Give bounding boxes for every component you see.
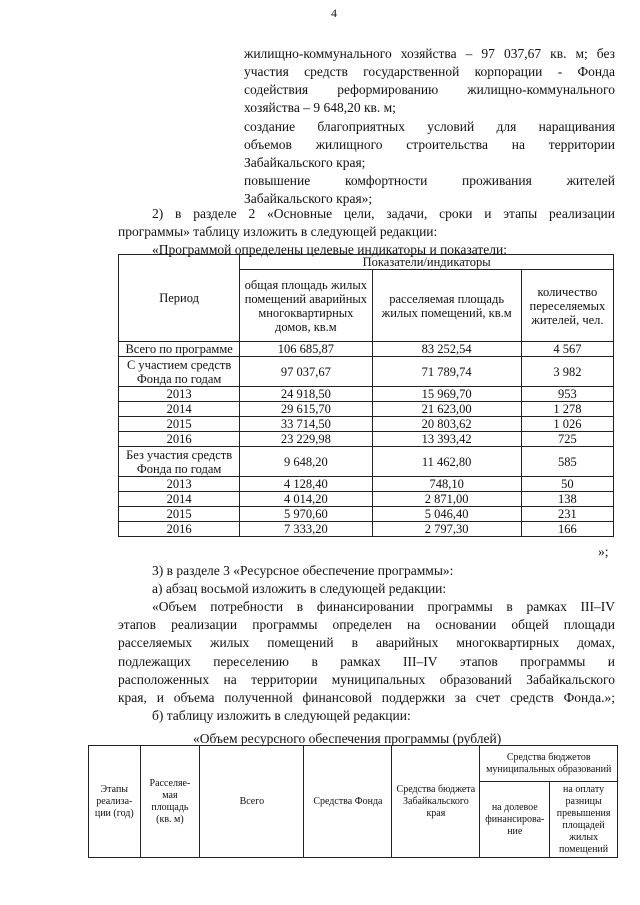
text-line: объемов жилищного строительства на территории [244, 137, 615, 152]
text-line: программы» таблицу изложить в следующей редакции: [118, 224, 438, 239]
resource-table [88, 745, 618, 858]
text-line: б) таблицу изложить в следующей редакции: [152, 708, 411, 723]
text-line: создание благоприятных условий для наращивания [244, 119, 615, 134]
table-row: 2015 5 970,60 5 046,40 231 [119, 507, 614, 522]
header-residents: количество переселяемых жителей, чел. [521, 270, 613, 342]
table-row: 2016 23 229,98 13 393,42 725 [119, 432, 614, 447]
header-total-area: общая площадь жилых помещений аварийных многоквартирных домов, кв.м [240, 270, 372, 342]
table-row: 2014 29 615,70 21 623,00 1 278 [119, 402, 614, 417]
header-stage: Этапы реализа-ции (год) [89, 746, 141, 858]
text-line: этапов реализации программы определен на основании общей площади [118, 617, 615, 632]
text-line: 3) в разделе 3 «Ресурсное обеспечение программы»: [152, 563, 454, 578]
text-line: содействия реформированию жилищно-коммунального [244, 82, 615, 97]
text-line: «Объем потребности в финансировании программы в рамках III–IV [152, 599, 615, 614]
text-line: края, и объема полученной финансовой поддержки за счет средств Фонда.»; [118, 690, 615, 705]
table-row: Всего по программе 106 685,87 83 252,54 4 567 [119, 342, 614, 357]
table-row: 2016 7 333,20 2 797,30 166 [119, 522, 614, 537]
text-line: Забайкальского края; [244, 155, 366, 170]
text-line: а) абзац восьмой изложить в следующей редакции: [152, 581, 447, 596]
text-line: Забайкальского края»; [244, 191, 373, 206]
table-row: 2013 24 918,50 15 969,70 953 [119, 387, 614, 402]
header-total: Всего [200, 746, 304, 858]
text-line: расселяемых жилых помещений в аварийных многоквартирных домах, [118, 635, 615, 650]
page-number: 4 [331, 6, 337, 20]
text-line: 2) в разделе 2 «Основные цели, задачи, сроки и этапы реализации [152, 206, 615, 221]
table-row: 2015 33 714,50 20 803,62 1 026 [119, 417, 614, 432]
header-region-budget: Средства бюджета Забайкальского края [392, 746, 480, 858]
header-shared-financing: на долевое финансирова-ние [480, 782, 550, 858]
table-row: 2014 4 014,20 2 871,00 138 [119, 492, 614, 507]
text-line: расположенных на территории муниципальных образований Забайкальского [118, 672, 615, 687]
table-row: С участием средств Фонда по годам 97 037,67 71 789,74 3 982 [119, 357, 614, 387]
table-closing-quote: »; [598, 544, 609, 559]
indicators-table [118, 254, 614, 537]
text-line: подлежащих переселению в рамках III–IV этапов программы и [118, 654, 615, 669]
header-fund: Средства Фонда [304, 746, 392, 858]
table-row: Без участия средств Фонда по годам 9 648,20 11 462,80 585 [119, 447, 614, 477]
header-indicators: Показатели/индикаторы [240, 255, 614, 270]
header-municipal-budget: Средства бюджетов муниципальных образований [480, 746, 618, 782]
text-line: жилищно-коммунального хозяйства – 97 037,67 кв. м; без [244, 46, 615, 61]
header-resettled-area: расселяемая площадь жилых помещений, кв.м [372, 270, 521, 342]
table-caption: «Объем ресурсного обеспечения программы (рублей) [193, 731, 502, 746]
header-area-excess: на оплату разницы превышения площадей жилых помещений [550, 782, 618, 858]
table-row: 2013 4 128,40 748,10 50 [119, 477, 614, 492]
text-line: хозяйства – 9 648,20 кв. м; [244, 100, 396, 115]
text-line: участия средств государственной корпорации - Фонда [244, 64, 615, 79]
header-period: Период [119, 255, 240, 342]
header-area: Расселяе-мая площадь (кв. м) [140, 746, 200, 858]
text-line: повышение комфортности проживания жителей [244, 173, 615, 188]
text-line: «Программой определены целевые индикаторы и показатели: [152, 242, 507, 257]
